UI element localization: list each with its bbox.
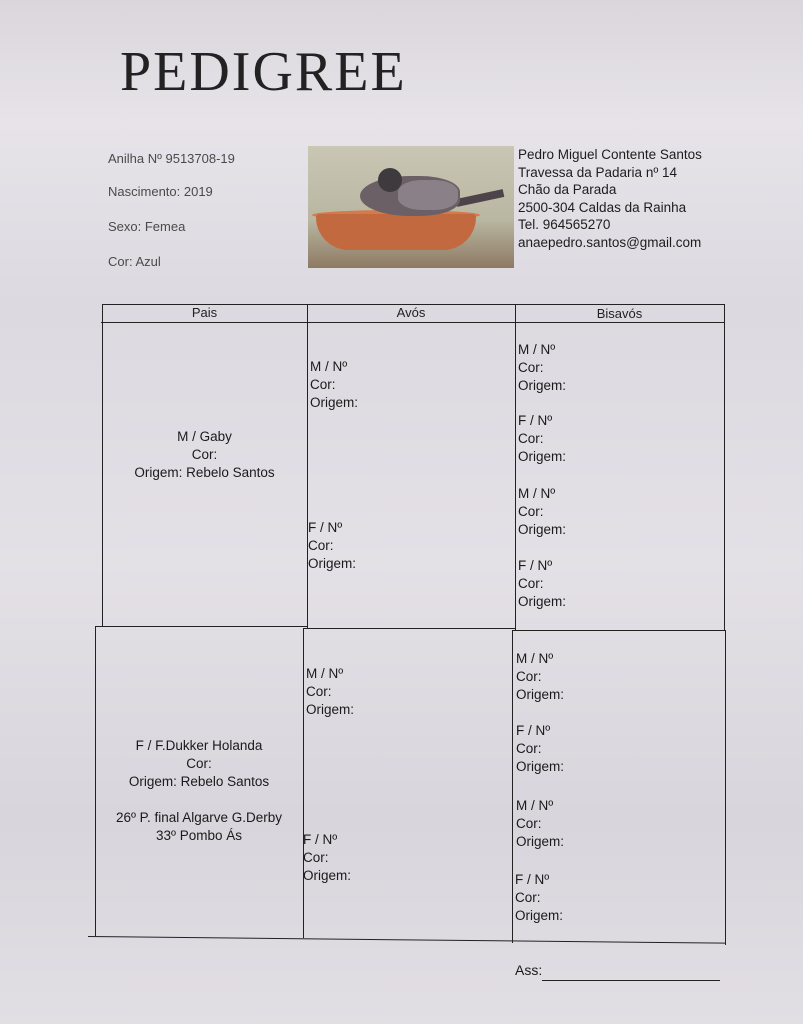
- great-grandparent-entry: M / Nº Cor: Origem:: [516, 798, 565, 849]
- mother-color: Cor:: [186, 756, 212, 771]
- sex: Sexo: Femea: [108, 219, 186, 234]
- birth-year: Nascimento: 2019: [108, 184, 213, 199]
- grandparent-entry: F / Nº Cor: Origem:: [308, 520, 357, 571]
- great-grandparent-entry: F / Nº Cor: Origem:: [518, 558, 567, 609]
- signature-label: Ass:: [515, 962, 543, 978]
- father-name: M / Gaby: [177, 429, 232, 444]
- owner-postal: 2500-304 Caldas da Rainha: [518, 199, 687, 215]
- signature-line: [542, 980, 720, 981]
- father-color: Cor:: [191, 447, 218, 462]
- great-grandparent-entry: M / Nº Cor: Origem:: [516, 651, 565, 702]
- ring-number: Anilha Nº 9513708-19: [108, 151, 235, 166]
- great-grandparent-entry: M / Nº Cor: Origem:: [518, 486, 567, 537]
- owner-street: Travessa da Padaria nº 14: [518, 164, 678, 180]
- great-grandparent-entry: F / Nº Cor: Origem:: [518, 413, 567, 464]
- owner-name: Pedro Miguel Contente Santos: [518, 147, 702, 162]
- owner-contact: [518, 146, 702, 252]
- grandparent-entry: M / Nº Cor: Origem:: [306, 666, 355, 717]
- mother-name: F / F.Dukker Holanda: [135, 738, 263, 753]
- owner-phone: Tel. 964565270: [518, 217, 611, 233]
- great-grandparent-entry: F / Nº Cor: Origem:: [515, 872, 564, 923]
- owner-email: anaepedro.santos@gmail.com: [518, 234, 702, 250]
- header-bisavos: Bisavós: [596, 306, 643, 321]
- father-origin: Origem: Rebelo Santos: [134, 465, 275, 480]
- mother-cell: [95, 737, 303, 845]
- mother-result-2: 33º Pombo Ás: [156, 828, 242, 843]
- pigeon-photo: [308, 146, 514, 268]
- header-pais: Pais: [191, 305, 218, 320]
- mother-result-1: 26º P. final Algarve G.Derby: [115, 810, 283, 825]
- mother-origin: Origem: Rebelo Santos: [128, 774, 270, 789]
- page-title: PEDIGREE: [120, 41, 407, 103]
- great-grandparent-entry: M / Nº Cor: Origem:: [518, 342, 567, 393]
- father-cell: [102, 428, 307, 482]
- color: Cor: Azul: [108, 254, 161, 269]
- header-avos: Avós: [396, 305, 426, 320]
- owner-place: Chão da Parada: [518, 182, 617, 198]
- grandparent-entry: F / Nº Cor: Origem:: [303, 832, 352, 883]
- great-grandparent-entry: F / Nº Cor: Origem:: [516, 723, 565, 774]
- grandparent-entry: M / Nº Cor: Origem:: [310, 359, 359, 410]
